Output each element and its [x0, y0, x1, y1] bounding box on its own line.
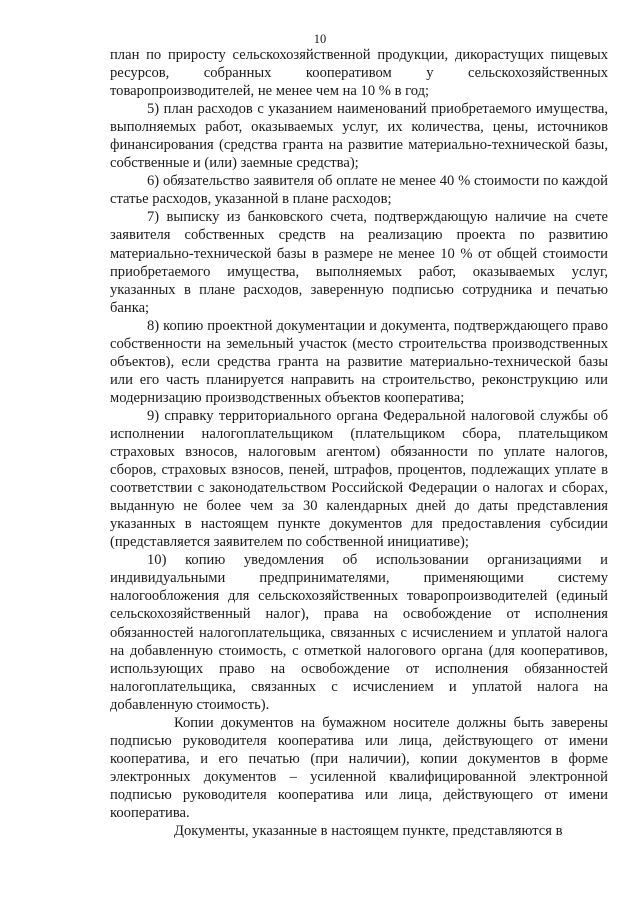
paragraph-item-7: 7) выписку из банковского счета, подтверждающую наличие на счете заявителя собственных средств на реализацию проекта по развитию материально-технической базы в размере не менее 10 % от общей стоимости приобретаемого имущества, выполняемых работ, оказываемых услуг, указанных в плане расходов, заверенную подписью сотрудника и печатью банка; [110, 209, 608, 316]
page-number: 10 [313, 32, 327, 46]
paragraph-plan-growth: план по приросту сельскохозяйственной продукции, дикорастущих пищевых ресурсов, собранных кооперативом у сельскохозяйственных товаропроизводителей, не менее чем на 10 % в год; [110, 47, 608, 100]
paragraph-item-8: 8) копию проектной документации и документа, подтверждающего право собственности на земельный участок (место строительства производственных объектов), если средства гранта на развитие материально-технической базы или его часть планируется направить на строительство, реконструкцию или модернизацию производственных объектов кооператива; [110, 317, 608, 406]
paragraph-documents-submission: Документы, указанные в настоящем пункте, представляются в [174, 823, 563, 840]
document-body [110, 46, 608, 840]
paragraph-copies-certification: Копии документов на бумажном носителе должны быть заверены подписью руководителя кооператива или лица, действующего от имени кооператива, и его печатью (при наличии), копии документов в форме электронных документов – усиленной квалифицированной электронной подписью руководителя кооператива или лица, действующего от имени кооператива. [110, 714, 608, 821]
paragraph-item-10: 10) копию уведомления об использовании организациями и индивидуальными предпринимателями, применяющими систему налогообложения для сельскохозяйственных товаропроизводителей (единый сельскохозяйственный налог), права на освобождение от исполнения обязанностей налогоплательщика, связанных с исчислением и уплатой налога на добавленную стоимость, с отметкой налогового органа (для кооперативов, использующих право на освобождение от исполнения обязанностей налогоплательщика, связанных с исчислением и уплатой налога на добавленную стоимость). [110, 552, 608, 713]
paragraph-item-9: 9) справку территориального органа Федеральной налоговой службы об исполнении налогоплательщиком (плательщиком сбора, плательщиком страховых взносов, налоговым агентом) обязанности по уплате налогов, сборов, страховых взносов, пеней, штрафов, процентов, подлежащих уплате в соответствии с законодательством Российской Федерации о налогах и сборах, выданную не более чем за 30 календарных дней до даты представления указанных в настоящем пункте документов для предоставления субсидии (представляется заявителем по собственной инициативе); [110, 407, 608, 551]
paragraph-item-6: 6) обязательство заявителя об оплате не менее 40 % стоимости по каждой статье расходов, указанной в плане расходов; [110, 173, 608, 208]
paragraph-item-5: 5) план расходов с указанием наименований приобретаемого имущества, выполняемых работ, оказываемых услуг, их количества, цены, источников финансирования (средства гранта на развитие материально-технической базы, собственные и (или) заемные средства); [110, 101, 608, 172]
